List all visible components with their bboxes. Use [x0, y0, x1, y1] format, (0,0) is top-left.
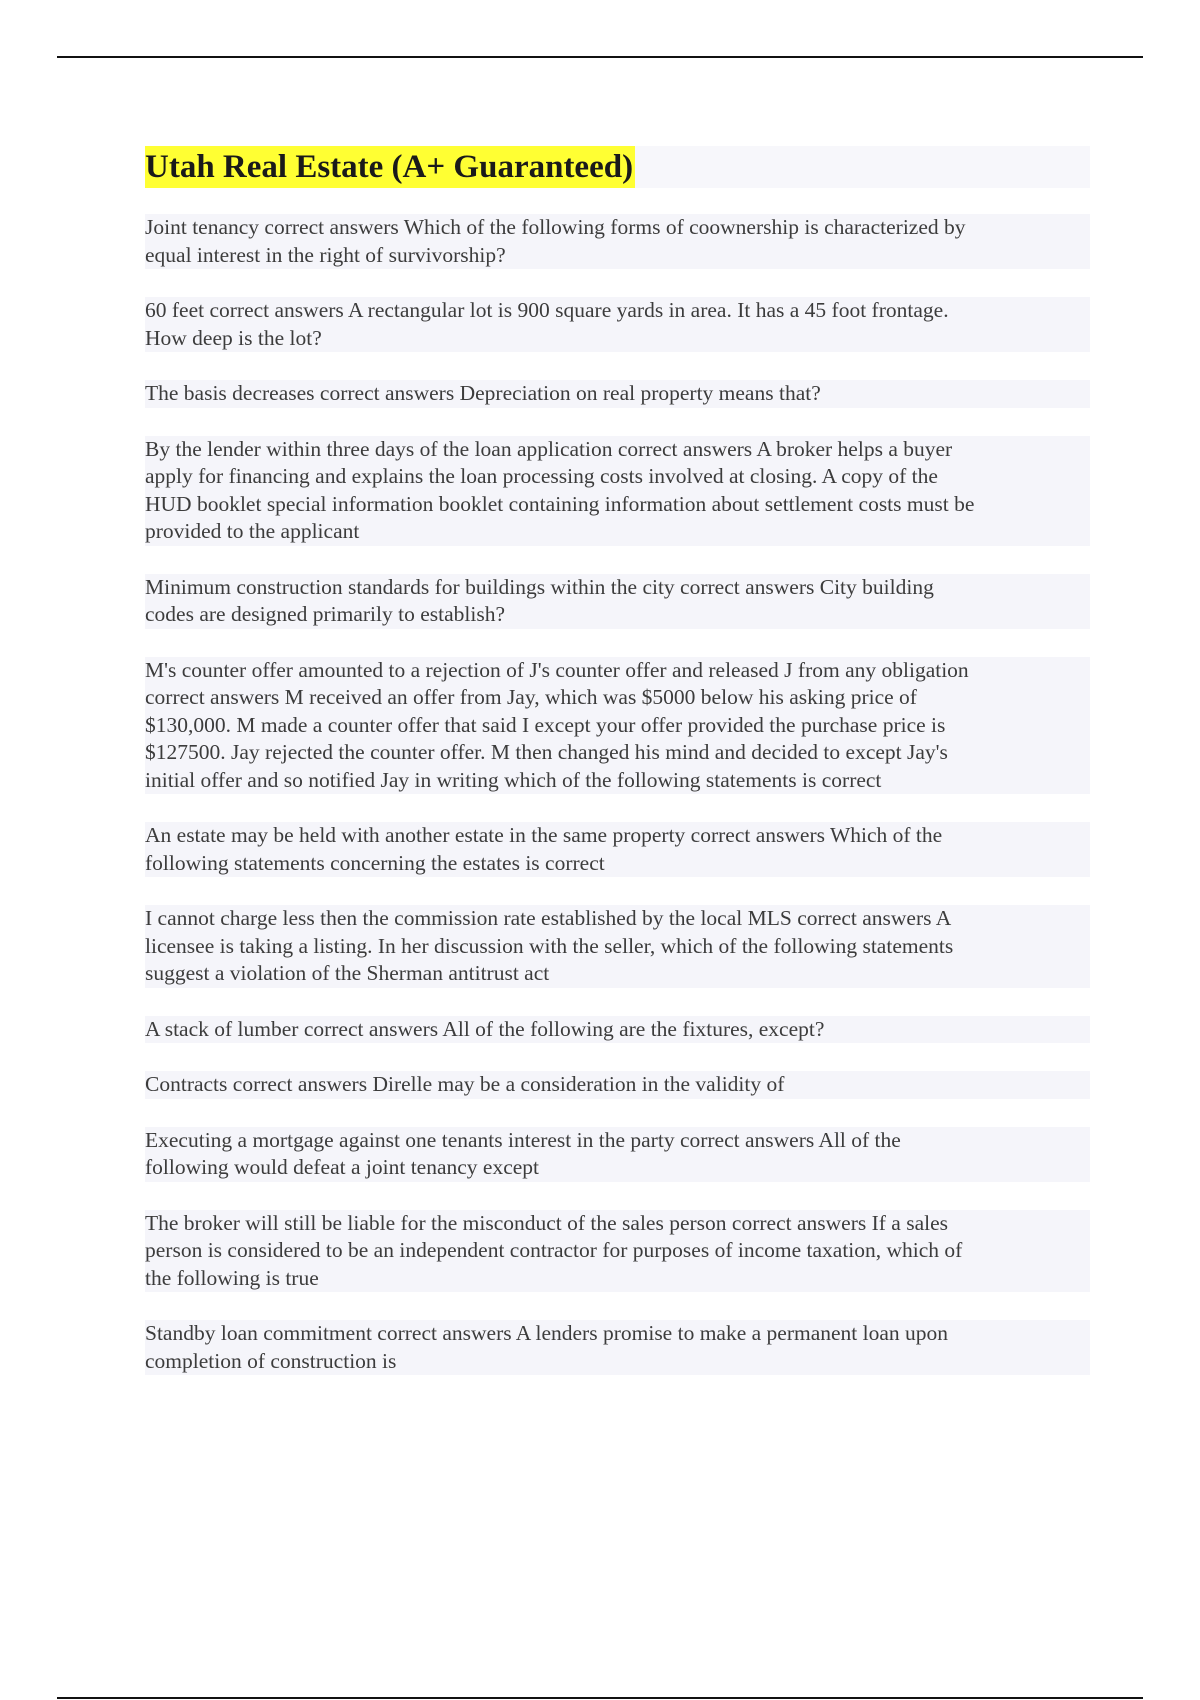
qa-line: person is considered to be an independent contractor for purposes of income taxation, which of	[145, 1237, 1090, 1265]
qa-entry-11	[145, 1127, 1090, 1182]
qa-list	[145, 214, 1090, 1375]
qa-entry-9	[145, 1016, 1090, 1044]
qa-line: following statements concerning the estates is correct	[145, 850, 1090, 878]
qa-line: The broker will still be liable for the misconduct of the sales person correct answers If a sales	[145, 1210, 1090, 1238]
qa-line: Minimum construction standards for buildings within the city correct answers City building	[145, 574, 1090, 602]
qa-line: $130,000. M made a counter offer that said I except your offer provided the purchase price is	[145, 712, 1090, 740]
qa-entry-12	[145, 1210, 1090, 1293]
qa-line: I cannot charge less then the commission rate established by the local MLS correct answers A	[145, 905, 1090, 933]
document-title: Utah Real Estate (A+ Guaranteed)	[145, 146, 635, 188]
qa-line: $127500. Jay rejected the counter offer. M then changed his mind and decided to except Jay's	[145, 739, 1090, 767]
qa-entry-2	[145, 297, 1090, 352]
qa-line: the following is true	[145, 1265, 1090, 1293]
qa-line: codes are designed primarily to establish?	[145, 601, 1090, 629]
title-band	[145, 146, 1090, 188]
qa-line: The basis decreases correct answers Depreciation on real property means that?	[145, 380, 1090, 408]
qa-line: Contracts correct answers Direlle may be a consideration in the validity of	[145, 1071, 1090, 1099]
qa-line: M's counter offer amounted to a rejection of J's counter offer and released J from any obligation	[145, 657, 1090, 685]
top-rule	[57, 56, 1143, 58]
qa-entry-13	[145, 1320, 1090, 1375]
qa-entry-7	[145, 822, 1090, 877]
qa-entry-10	[145, 1071, 1090, 1099]
qa-line: By the lender within three days of the loan application correct answers A broker helps a buyer	[145, 436, 1090, 464]
qa-entry-5	[145, 574, 1090, 629]
qa-entry-6	[145, 657, 1090, 795]
qa-entry-1	[145, 214, 1090, 269]
qa-line: following would defeat a joint tenancy except	[145, 1154, 1090, 1182]
qa-line: Executing a mortgage against one tenants interest in the party correct answers All of the	[145, 1127, 1090, 1155]
bottom-rule	[57, 1697, 1143, 1699]
qa-line: provided to the applicant	[145, 518, 1090, 546]
qa-line: 60 feet correct answers A rectangular lot is 900 square yards in area. It has a 45 foot frontage.	[145, 297, 1090, 325]
qa-line: HUD booklet special information booklet containing information about settlement costs must be	[145, 491, 1090, 519]
qa-line: A stack of lumber correct answers All of the following are the fixtures, except?	[145, 1016, 1090, 1044]
qa-line: licensee is taking a listing. In her discussion with the seller, which of the following statements	[145, 933, 1090, 961]
qa-entry-3	[145, 380, 1090, 408]
qa-line: completion of construction is	[145, 1348, 1090, 1376]
qa-line: Joint tenancy correct answers Which of the following forms of coownership is characterized by	[145, 214, 1090, 242]
qa-line: correct answers M received an offer from Jay, which was $5000 below his asking price of	[145, 684, 1090, 712]
qa-line: suggest a violation of the Sherman antitrust act	[145, 960, 1090, 988]
qa-line: An estate may be held with another estate in the same property correct answers Which of the	[145, 822, 1090, 850]
qa-line: How deep is the lot?	[145, 325, 1090, 353]
qa-entry-8	[145, 905, 1090, 988]
qa-entry-4	[145, 436, 1090, 546]
qa-line: Standby loan commitment correct answers A lenders promise to make a permanent loan upon	[145, 1320, 1090, 1348]
document-body	[145, 146, 1090, 1403]
qa-line: apply for financing and explains the loan processing costs involved at closing. A copy of the	[145, 463, 1090, 491]
qa-line: equal interest in the right of survivorship?	[145, 242, 1090, 270]
qa-line: initial offer and so notified Jay in writing which of the following statements is correct	[145, 767, 1090, 795]
